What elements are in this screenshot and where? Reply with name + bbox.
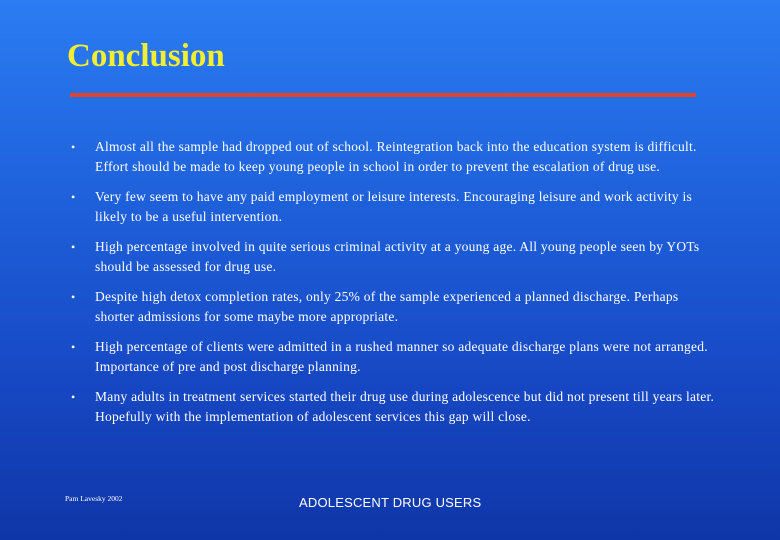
slide-title: Conclusion xyxy=(67,38,225,74)
bullet-text: Almost all the sample had dropped out of school. Reintegration back into the education system is difficult. Effort should be made to keep young people in school in order to prevent the escalation of drug use. xyxy=(95,139,697,174)
bullet-item xyxy=(66,387,716,427)
title-underline xyxy=(70,93,696,97)
footer-author: Pam Lavesky 2002 xyxy=(65,494,123,503)
bullet-item xyxy=(66,137,716,177)
footer-title: ADOLESCENT DRUG USERS xyxy=(299,495,482,510)
bullet-icon: • xyxy=(71,240,76,254)
bullet-item xyxy=(66,237,716,277)
bullet-icon: • xyxy=(71,290,76,304)
bullet-text: Despite high detox completion rates, only 25% of the sample experienced a planned discharge. Perhaps shorter admissions for some maybe more appropriate. xyxy=(95,289,679,324)
bullet-text: Very few seem to have any paid employment or leisure interests. Encouraging leisure and work activity is likely to be a useful intervention. xyxy=(95,189,692,224)
bullet-item xyxy=(66,187,716,227)
bullet-item xyxy=(66,337,716,377)
bullet-item xyxy=(66,287,716,327)
bullet-text: High percentage involved in quite serious criminal activity at a young age. All young people seen by YOTs should be assessed for drug use. xyxy=(95,239,700,274)
bullet-text: Many adults in treatment services started their drug use during adolescence but did not present till years later. Hopefully with the implementation of adolescent services this gap will close. xyxy=(95,389,715,424)
bullet-text: High percentage of clients were admitted in a rushed manner so adequate discharge plans were not arranged. Importance of pre and post discharge planning. xyxy=(95,339,708,374)
bullet-icon: • xyxy=(71,340,76,354)
bullet-list xyxy=(66,137,716,437)
bullet-icon: • xyxy=(71,390,76,404)
bullet-icon: • xyxy=(71,190,76,204)
bullet-icon: • xyxy=(71,140,76,154)
